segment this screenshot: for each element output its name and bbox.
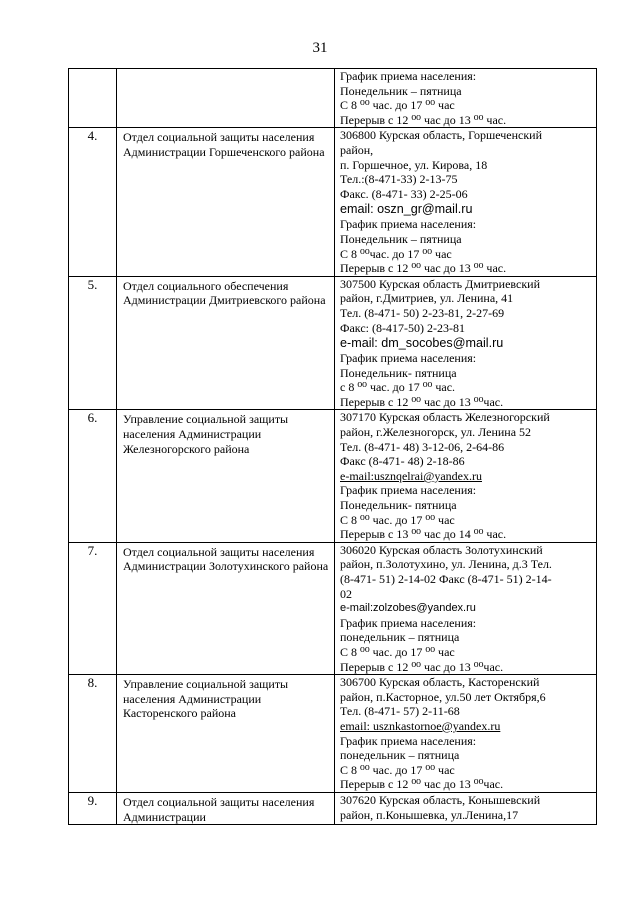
info-line: Факс. (8-471- 33) 2-25-06 — [340, 186, 468, 201]
email-line[interactable]: email: oszn_gr@mail.ru — [340, 202, 473, 217]
info-line: 306700 Курская область, Касторенский — [340, 675, 540, 690]
info-line: Понедельник – пятница — [340, 83, 462, 98]
info-line: 307620 Курская область, Конышевский — [340, 792, 541, 807]
page-number: 31 — [312, 40, 328, 56]
contact-info — [335, 542, 597, 674]
info-line: График приема населения: — [340, 351, 477, 366]
info-line: Перерыв с 13 ⁰⁰ час до 14 ⁰⁰ час. — [340, 527, 507, 542]
info-line: График приема населения: — [340, 69, 477, 83]
info-line: С 8 ⁰⁰ час. до 17 ⁰⁰ час — [340, 512, 455, 527]
row-number: 6. — [69, 410, 117, 542]
info-line: График приема населения: — [340, 483, 477, 498]
row-number — [69, 69, 117, 128]
info-line: (8-471- 51) 2-14-02 Факс (8-471- 51) 2-14- — [340, 572, 552, 586]
table-row — [69, 69, 597, 128]
info-line: Перерыв с 12 ⁰⁰ час до 13 ⁰⁰ час. — [340, 261, 507, 276]
row-number: 4. — [69, 128, 117, 276]
info-line: район, — [340, 142, 374, 157]
info-line: 307170 Курская область Железногорский — [340, 410, 550, 425]
info-line: С 8 ⁰⁰ час. до 17 ⁰⁰ час — [340, 762, 455, 777]
department-name: Отдел социальной защиты населения Администрации — [117, 792, 335, 824]
info-line: Тел.:(8-471-33) 2-13-75 — [340, 172, 458, 187]
info-line: Тел. (8-471- 50) 2-23-81, 2-27-69 — [340, 305, 505, 320]
info-line: район, г.Железногорск, ул. Ленина 52 — [340, 425, 532, 440]
info-line: понедельник – пятница — [340, 748, 460, 763]
info-line: 307500 Курская область Дмитриевский — [340, 276, 541, 291]
table-row — [69, 276, 597, 410]
info-line: Перерыв с 12 ⁰⁰ час до 13 ⁰⁰час. — [340, 659, 504, 674]
info-line: Перерыв с 12 ⁰⁰ час до 13 ⁰⁰ час. — [340, 112, 507, 127]
info-line: График приема населения: — [340, 733, 477, 748]
info-line: понедельник – пятница — [340, 630, 460, 645]
info-line: Тел. (8-471- 57) 2-11-68 — [340, 704, 460, 719]
info-line: График приема населения: — [340, 615, 477, 630]
department-name — [117, 69, 335, 128]
info-line: С 8 ⁰⁰час. до 17 ⁰⁰ час — [340, 246, 452, 261]
email-line[interactable]: e-mail:zolzobes@yandex.ru — [340, 602, 476, 615]
department-name: Управление социальной защиты населения Администрации Касторенского района — [117, 675, 335, 793]
email-line[interactable]: e-mail:usznqelrai@yandex.ru — [340, 468, 482, 483]
contact-info — [335, 128, 597, 276]
info-line: Понедельник- пятница — [340, 365, 457, 380]
info-line: район, п.Касторное, ул.50 лет Октября,6 — [340, 689, 546, 704]
contact-info — [335, 69, 597, 128]
info-line: с 8 ⁰⁰ час. до 17 ⁰⁰ час. — [340, 380, 456, 395]
info-line: Понедельник – пятница — [340, 231, 462, 246]
email-line[interactable]: email: usznkastornoe@yandex.ru — [340, 718, 501, 733]
info-line: 306020 Курская область Золотухинский — [340, 542, 543, 557]
email-line[interactable]: e-mail: dm_socobes@mail.ru — [340, 336, 504, 351]
table-row — [69, 542, 597, 674]
info-line: График приема населения: — [340, 217, 477, 232]
row-number: 7. — [69, 542, 117, 674]
info-line: п. Горшечное, ул. Кирова, 18 — [340, 157, 488, 172]
info-line: Понедельник- пятница — [340, 498, 457, 513]
contact-info — [335, 792, 597, 824]
info-line: С 8 ⁰⁰ час. до 17 ⁰⁰ час — [340, 644, 455, 659]
contact-info — [335, 675, 597, 793]
row-number: 5. — [69, 276, 117, 410]
info-line: район, п.Конышевка, ул.Ленина,17 — [340, 807, 519, 822]
row-number: 9. — [69, 792, 117, 824]
department-name: Отдел социальной защиты населения Администрации Золотухинского района — [117, 542, 335, 674]
contact-info — [335, 410, 597, 542]
info-line: 306800 Курская область, Горшеченский — [340, 128, 543, 143]
department-name: Управление социальной защиты населения Администрации Железногорского района — [117, 410, 335, 542]
info-line: район, г.Дмитриев, ул. Ленина, 41 — [340, 291, 514, 306]
table-row — [69, 792, 597, 824]
contact-info — [335, 276, 597, 410]
info-line: 02 — [340, 586, 352, 601]
info-line: Перерыв с 12 ⁰⁰ час до 13 ⁰⁰час. — [340, 394, 504, 409]
info-line: Факс (8-471- 48) 2-18-86 — [340, 454, 465, 469]
info-line: Перерыв с 12 ⁰⁰ час до 13 ⁰⁰час. — [340, 777, 504, 792]
info-line: С 8 ⁰⁰ час. до 17 ⁰⁰ час — [340, 98, 455, 113]
table-row — [69, 128, 597, 276]
row-number: 8. — [69, 675, 117, 793]
info-line: район, п.Золотухино, ул. Ленина, д.3 Тел. — [340, 557, 552, 572]
table-row — [69, 675, 597, 793]
info-line: Факс: (8-417-50) 2-23-81 — [340, 320, 465, 335]
info-line: Тел. (8-471- 48) 3-12-06, 2-64-86 — [340, 439, 505, 454]
department-name: Отдел социального обеспечения Администрации Дмитриевского района — [117, 276, 335, 410]
table-row — [69, 410, 597, 542]
department-name: Отдел социальной защиты населения Администрации Горшеченского района — [117, 128, 335, 276]
departments-table — [68, 68, 597, 825]
